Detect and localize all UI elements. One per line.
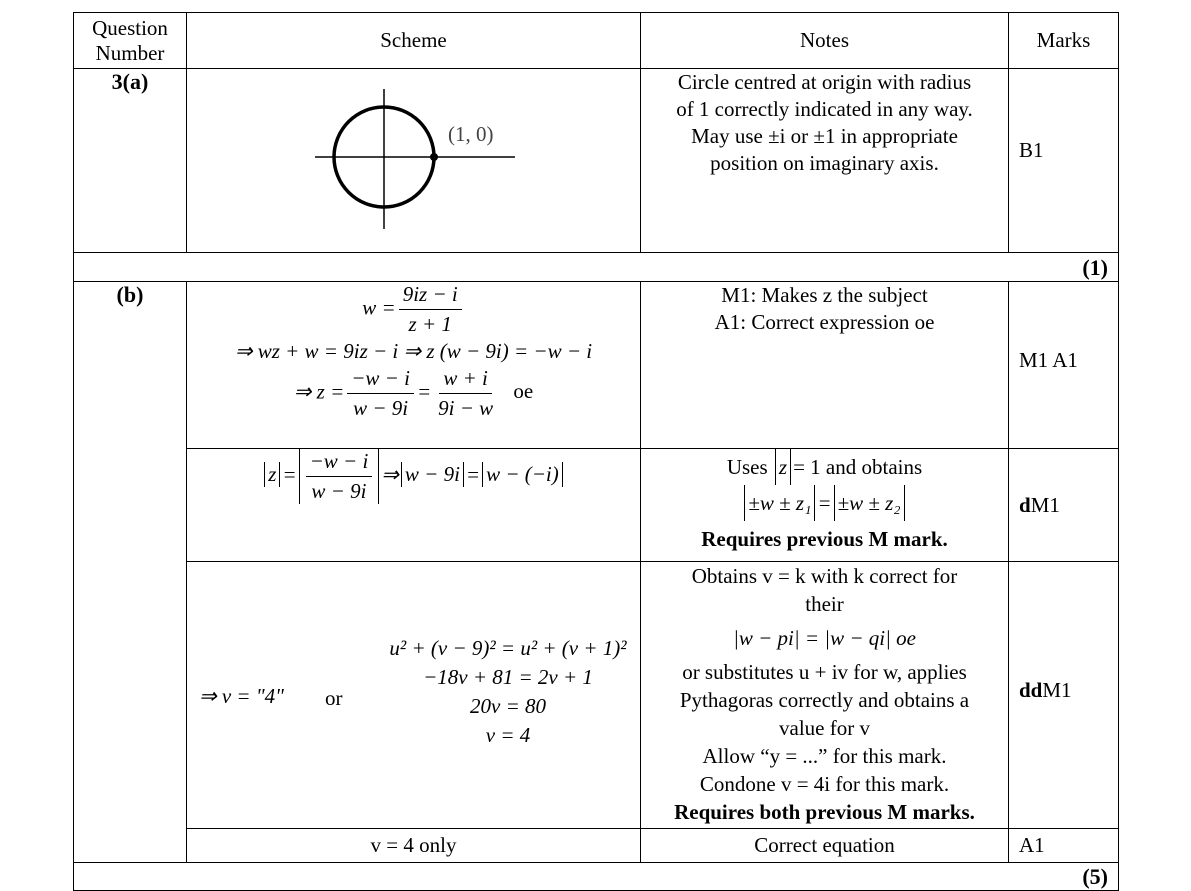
note-math: = bbox=[817, 491, 832, 515]
note-line: A1: Correct expression oe bbox=[714, 310, 935, 334]
note-requirement: Requires previous M mark. bbox=[701, 527, 948, 551]
note-math: ±w ± z₁ bbox=[744, 485, 815, 521]
part-b-total: (5) bbox=[74, 863, 1119, 891]
math-line: 20v = 80 bbox=[470, 694, 546, 718]
math-text: ⇒ v = "4" bbox=[199, 684, 284, 708]
or-text: or bbox=[325, 686, 343, 710]
fraction-denominator: w − 9i bbox=[311, 479, 367, 503]
note-line: position on imaginary axis. bbox=[710, 151, 939, 175]
note-line: Obtains v = k with k correct for bbox=[691, 564, 958, 588]
part-b-scheme-1 bbox=[187, 282, 641, 449]
part-a-scheme bbox=[187, 69, 641, 253]
math-text: = bbox=[416, 379, 432, 404]
part-b-notes-3 bbox=[641, 562, 1009, 829]
part-a-total: (1) bbox=[74, 253, 1119, 282]
part-a-row bbox=[74, 69, 1119, 253]
math-text: ⇒ bbox=[381, 462, 399, 487]
math-text: = bbox=[282, 462, 297, 487]
fraction-denominator: 9i − w bbox=[438, 396, 494, 420]
math-text: w = bbox=[362, 295, 396, 320]
header-row bbox=[74, 13, 1119, 69]
math-line: v = 4 bbox=[485, 723, 531, 747]
note-line: Condone v = 4i for this mark. bbox=[699, 772, 950, 796]
point-label: (1, 0) bbox=[447, 122, 493, 146]
note-line: of 1 correctly indicated in any way. bbox=[676, 97, 973, 121]
note-line: M1: Makes z the subject bbox=[721, 283, 928, 307]
math-text: w − (−i) bbox=[482, 462, 563, 487]
mark-scheme-table bbox=[73, 12, 1119, 891]
fraction-numerator: 9iz − i bbox=[399, 282, 462, 310]
note-line: value for v bbox=[779, 716, 870, 740]
note-math: z bbox=[775, 449, 791, 485]
header-notes: Notes bbox=[641, 13, 1009, 69]
header-question-number: Question Number bbox=[74, 13, 187, 69]
math-text: w − 9i bbox=[401, 462, 464, 487]
fraction-numerator: w + i bbox=[439, 366, 492, 394]
note-text: Uses bbox=[726, 455, 768, 479]
part-b-marks-3 bbox=[1009, 562, 1119, 829]
part-b-marks-2 bbox=[1009, 449, 1119, 562]
header-scheme: Scheme bbox=[187, 13, 641, 69]
point-1-0 bbox=[430, 153, 438, 161]
part-b-marks-4: A1 bbox=[1009, 829, 1119, 863]
math-line: −18v + 81 = 2v + 1 bbox=[423, 665, 593, 689]
note-line: Circle centred at origin with radius bbox=[677, 70, 972, 94]
note-text: = 1 and obtains bbox=[793, 455, 923, 479]
part-a-notes bbox=[641, 69, 1009, 253]
math-line: u² + (v − 9)² = u² + (v + 1)² bbox=[389, 636, 627, 660]
note-line: |w − pi| = |w − qi| oe bbox=[733, 626, 916, 650]
part-b-row-1 bbox=[74, 282, 1119, 449]
mark-value: M1 bbox=[1042, 677, 1072, 702]
part-b-row-2 bbox=[74, 449, 1119, 562]
part-b-notes-1 bbox=[641, 282, 1009, 449]
part-b-row-3 bbox=[74, 562, 1119, 829]
header-marks: Marks bbox=[1009, 13, 1119, 69]
math-line: ⇒ wz + w = 9iz − i ⇒ z (w − 9i) = −w − i bbox=[234, 339, 593, 363]
mark-value: M1 bbox=[1030, 492, 1060, 517]
note-line: May use ±i or ±1 in appropriate bbox=[691, 124, 958, 148]
mark-prefix: dd bbox=[1019, 677, 1043, 702]
note-line: their bbox=[805, 592, 844, 616]
unit-circle-diagram bbox=[188, 69, 640, 246]
math-text: ⇒ z = bbox=[293, 379, 345, 404]
note-math: ±w ± z₂ bbox=[834, 485, 905, 521]
part-b-marks-1: M1 A1 bbox=[1009, 282, 1119, 449]
part-b-row-4 bbox=[74, 829, 1119, 863]
part-b-notes-4: Correct equation bbox=[641, 829, 1009, 863]
question-label-3a: 3(a) bbox=[74, 69, 187, 253]
part-a-marks: B1 bbox=[1009, 69, 1119, 253]
note-line: Allow “y = ...” for this mark. bbox=[702, 744, 947, 768]
math-text: = bbox=[465, 462, 481, 487]
fraction-denominator: w − 9i bbox=[353, 396, 409, 420]
part-b-scheme-4: v = 4 only bbox=[187, 829, 641, 863]
fraction-numerator: −w − i bbox=[306, 449, 373, 477]
note-line: or substitutes u + iv for w, applies bbox=[682, 660, 967, 684]
part-b-notes-2 bbox=[641, 449, 1009, 562]
part-b-scheme-3 bbox=[187, 562, 641, 829]
fraction-denominator: z + 1 bbox=[408, 312, 452, 336]
math-text: z bbox=[264, 462, 280, 487]
mark-prefix: d bbox=[1019, 492, 1031, 517]
part-b-total-row bbox=[74, 863, 1119, 891]
question-label-b: (b) bbox=[74, 282, 187, 863]
part-b-scheme-2 bbox=[187, 449, 641, 562]
math-text: oe bbox=[513, 379, 534, 404]
part-a-total-row bbox=[74, 253, 1119, 282]
fraction-numerator: −w − i bbox=[347, 366, 414, 394]
note-requirement: Requires both previous M marks. bbox=[674, 800, 975, 824]
note-line: Pythagoras correctly and obtains a bbox=[679, 688, 970, 712]
